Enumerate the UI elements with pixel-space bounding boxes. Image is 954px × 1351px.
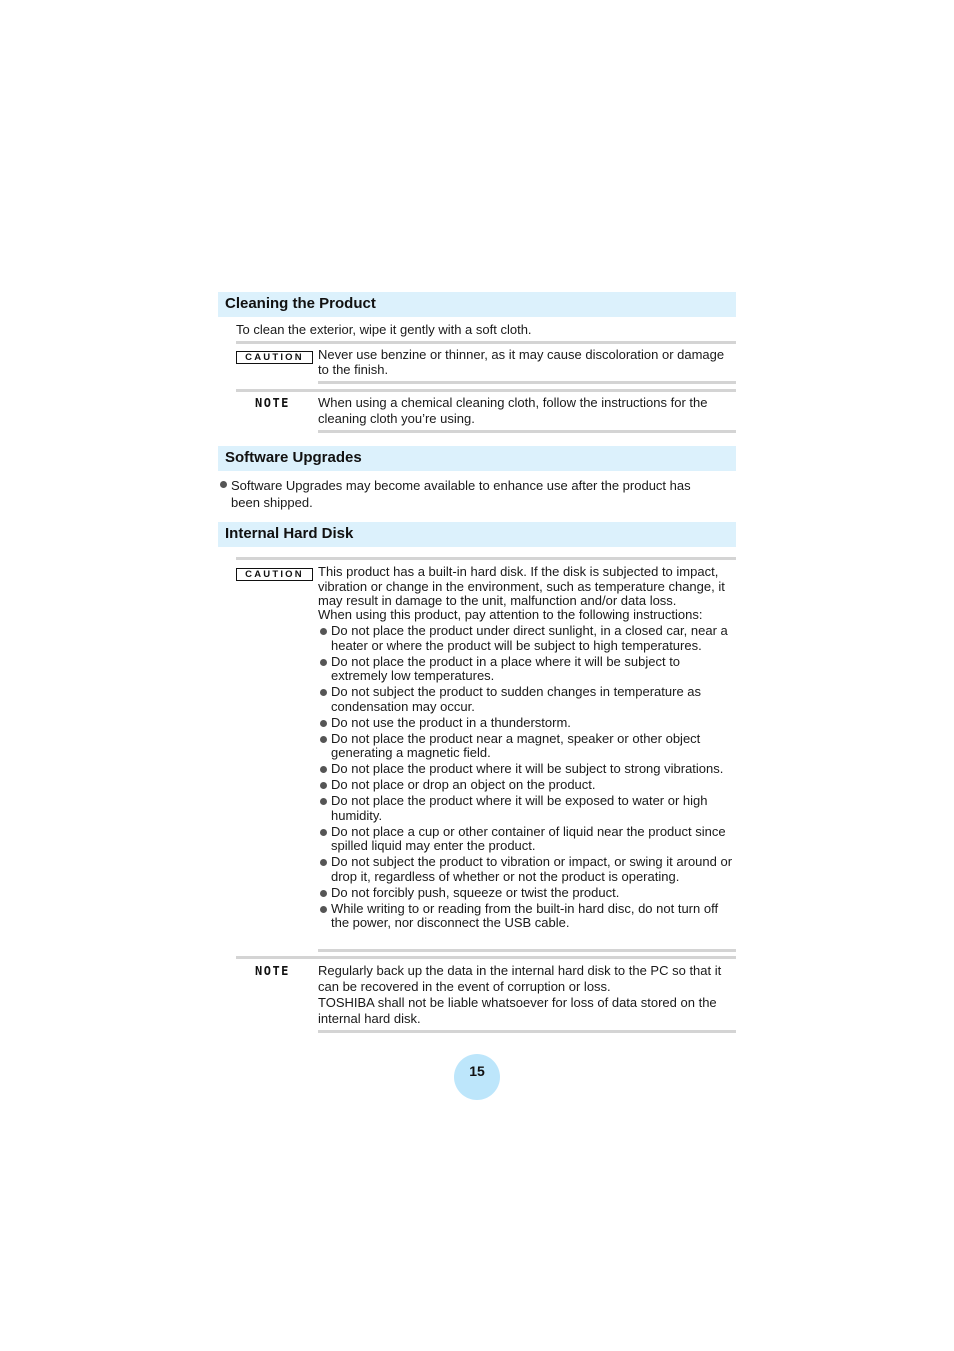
list-item <box>320 886 736 901</box>
bullet-icon <box>320 736 327 743</box>
divider <box>318 381 736 384</box>
divider <box>236 389 736 392</box>
caution-intro-2: When using this product, pay attention to the following instructions: <box>318 607 703 622</box>
list-item-text: Do not subject the product to vibration or impact, or swing it around or drop it, regardless of whether or not the product is operating. <box>331 854 733 884</box>
section-header-software <box>218 446 736 471</box>
list-item <box>320 732 736 761</box>
list-item-text: Do not place the product where it will be exposed to water or high humidity. <box>331 793 708 823</box>
bullet-icon <box>320 766 327 773</box>
section-header-hdd <box>218 522 736 547</box>
cleaning-intro: To clean the exterior, wipe it gently with a soft cloth. <box>236 322 532 337</box>
note-text: When using a chemical cleaning cloth, follow the instructions for the cleaning cloth you’re using. <box>318 395 708 426</box>
section-title: Cleaning the Product <box>225 295 376 312</box>
divider <box>236 557 736 560</box>
note-text-1: Regularly back up the data in the internal hard disk to the PC so that it can be recovered in the event of corruption or loss. <box>318 963 722 994</box>
list-item-text: Do not place the product near a magnet, speaker or other object generating a magnetic field. <box>331 730 701 760</box>
list-item-text: Do not use the product in a thunderstorm. <box>331 714 571 730</box>
section-title: Internal Hard Disk <box>225 525 354 542</box>
caution-intro: This product has a built-in hard disk. If the disk is subjected to impact, vibration or change in the environment, such as temperature change, it may result in damage to the unit, malfunction and/or data loss. <box>318 564 725 608</box>
list-item-text: Do not place a cup or other container of liquid near the product since spilled liquid may enter the product. <box>331 823 726 853</box>
list-item <box>320 655 736 684</box>
divider <box>318 949 736 952</box>
list-item <box>220 477 720 511</box>
bullet-icon <box>320 782 327 789</box>
list-item <box>320 716 736 731</box>
bullet-icon <box>320 829 327 836</box>
note-badge: NOTE <box>255 964 290 978</box>
note-text-2: TOSHIBA shall not be liable whatsoever for loss of data stored on the internal hard disk. <box>318 995 717 1026</box>
list-item <box>320 825 736 854</box>
caution-badge: CAUTION <box>236 351 313 364</box>
bullet-icon <box>320 659 327 666</box>
software-list <box>220 477 720 513</box>
note-badge: NOTE <box>255 396 290 410</box>
list-item-text: While writing to or reading from the built-in hard disc, do not turn off the power, nor disconnect the USB cable. <box>331 900 719 930</box>
bullet-icon <box>320 720 327 727</box>
list-item <box>320 902 736 931</box>
list-item <box>320 762 736 777</box>
list-item-text: Software Upgrades may become available to enhance use after the product has been shipped. <box>231 478 691 510</box>
bullet-icon <box>320 890 327 897</box>
divider <box>318 1030 736 1033</box>
list-item-text: Do not subject the product to sudden changes in temperature as condensation may occur. <box>331 684 702 714</box>
list-item <box>320 855 736 884</box>
list-item-text: Do not place the product under direct sunlight, in a closed car, near a heater or where the product will be subject to high temperatures. <box>331 623 728 653</box>
bullet-icon <box>320 906 327 913</box>
bullet-icon <box>220 481 227 488</box>
list-item-text: Do not forcibly push, squeeze or twist the product. <box>331 884 620 900</box>
bullet-icon <box>320 628 327 635</box>
caution-badge: CAUTION <box>236 568 313 581</box>
hdd-caution-list <box>320 624 736 932</box>
page-number-badge <box>454 1054 500 1100</box>
list-item-text: Do not place the product in a place where it will be subject to extremely low temperatures. <box>331 653 681 683</box>
list-item <box>320 685 736 714</box>
list-item <box>320 778 736 793</box>
divider <box>236 956 736 959</box>
caution-text: Never use benzine or thinner, as it may cause discoloration or damage to the finish. <box>318 347 725 377</box>
section-header-cleaning <box>218 292 736 317</box>
bullet-icon <box>320 859 327 866</box>
bullet-icon <box>320 689 327 696</box>
list-item <box>320 624 736 653</box>
list-item <box>320 794 736 823</box>
page-number: 15 <box>469 1063 485 1079</box>
divider <box>236 341 736 344</box>
divider <box>318 430 736 433</box>
list-item-text: Do not place the product where it will be subject to strong vibrations. <box>331 761 724 776</box>
section-title: Software Upgrades <box>225 449 362 466</box>
list-item-text: Do not place or drop an object on the product. <box>331 777 596 792</box>
bullet-icon <box>320 798 327 805</box>
